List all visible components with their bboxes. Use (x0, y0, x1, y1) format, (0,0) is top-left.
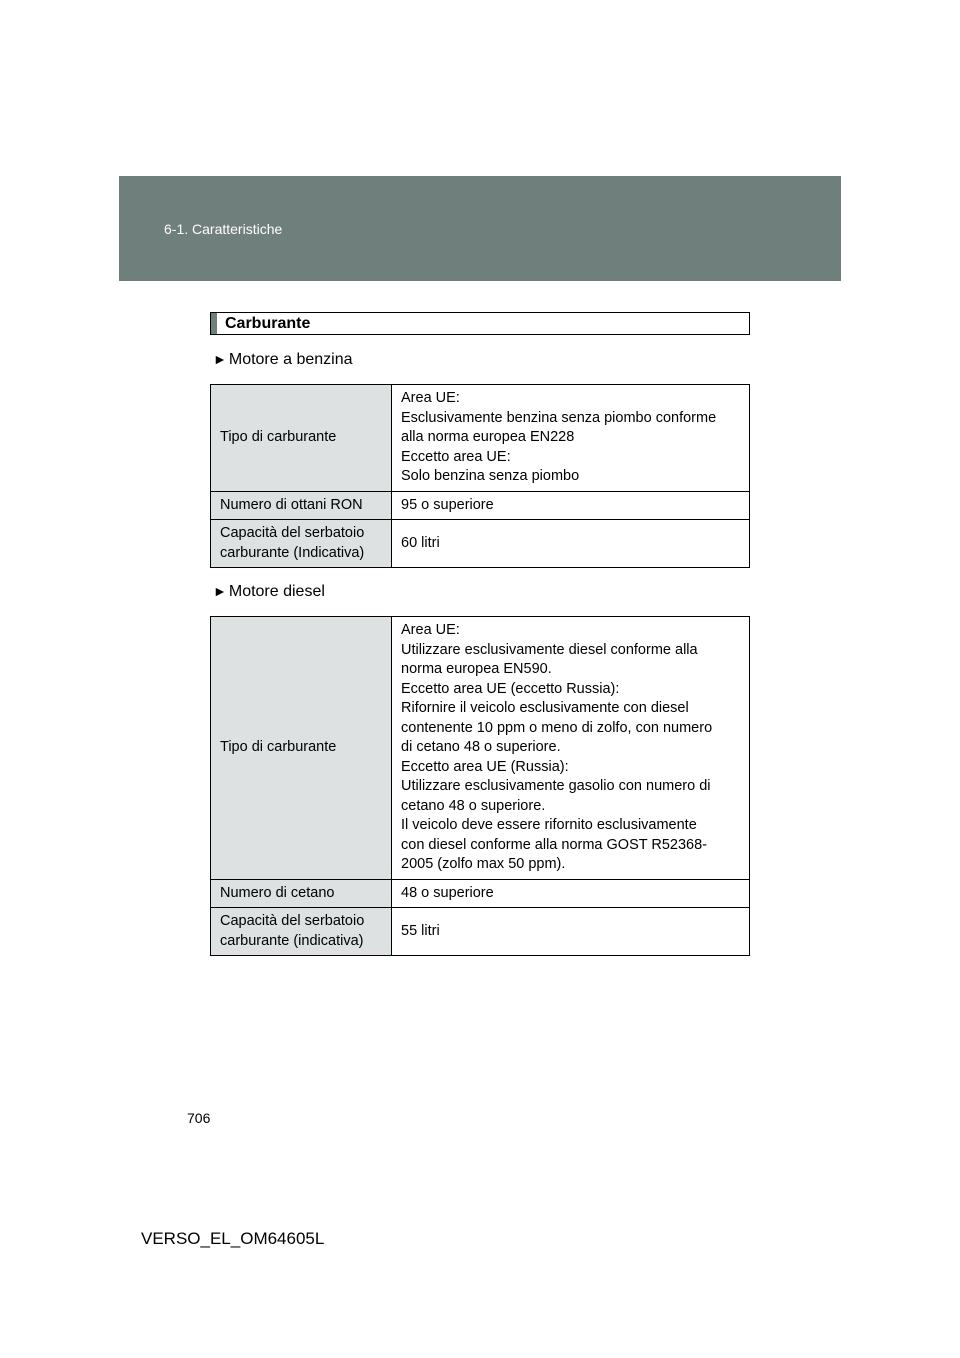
row-label: Capacità del serbatoio carburante (indicativa) (211, 908, 392, 956)
table-row (211, 617, 750, 880)
diesel-subheading (213, 583, 325, 601)
row-label: Capacità del serbatoio carburante (Indicativa) (211, 520, 392, 568)
section-title-bar (210, 312, 750, 335)
row-value: 48 o superiore (392, 879, 750, 908)
table-row (211, 385, 750, 492)
diesel-subheading-text: Motore diesel (228, 583, 325, 600)
triangle-right-icon: ► (213, 351, 227, 367)
row-label: Tipo di carburante (211, 617, 392, 880)
row-label: Numero di ottani RON (211, 491, 392, 520)
row-label: Tipo di carburante (211, 385, 392, 492)
table-row (211, 908, 750, 956)
chapter-header-band (119, 176, 841, 281)
diesel-spec-table (210, 616, 750, 956)
table-row (211, 520, 750, 568)
row-label: Numero di cetano (211, 879, 392, 908)
chapter-title: 6-1. Caratteristiche (164, 221, 283, 237)
row-value: Area UE: Utilizzare esclusivamente diesel conforme alla norma europea EN590. Eccetto area UE (eccetto Russia): Rifornire il veicolo esclusivamente con diesel contenente 10 ppm o meno di zolfo, con numero di cetano 48 o superiore. Eccetto area UE (Russia): Utilizzare esclusivamente gasolio con numero di cetano 48 o superiore. Il veicolo deve essere rifornito esclusivamente con diesel conforme alla norma GOST R52368- 2005 (zolfo max 50 ppm). (392, 617, 750, 880)
row-value: 55 litri (392, 908, 750, 956)
petrol-subheading-text: Motore a benzina (228, 351, 353, 368)
document-code: VERSO_EL_OM64605L (141, 1229, 325, 1248)
table-row (211, 491, 750, 520)
page-number: 706 (187, 1110, 211, 1126)
triangle-right-icon: ► (213, 583, 227, 599)
section-accent-marker (211, 313, 217, 334)
petrol-spec-table (210, 384, 750, 568)
section-title: Carburante (225, 315, 311, 332)
petrol-subheading (213, 351, 353, 369)
row-value: 60 litri (392, 520, 750, 568)
row-value: Area UE: Esclusivamente benzina senza piombo conforme alla norma europea EN228 Eccetto area UE: Solo benzina senza piombo (392, 385, 750, 492)
row-value: 95 o superiore (392, 491, 750, 520)
table-row (211, 879, 750, 908)
